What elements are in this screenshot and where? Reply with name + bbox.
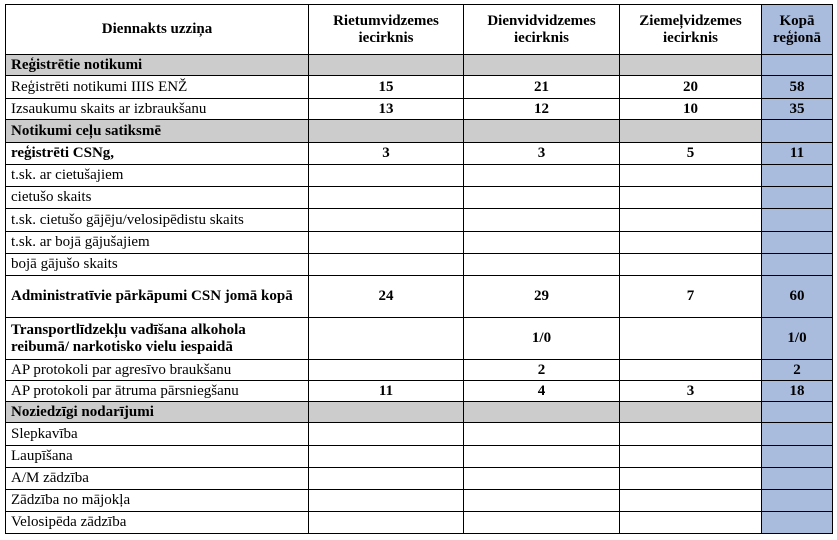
header-rietumvidzeme: Rietumvidzemes iecirknis bbox=[309, 5, 464, 55]
cell-dienvidvidzeme: 12 bbox=[464, 99, 620, 120]
row-label: Administratīvie pārkāpumi CSN jomā kopā bbox=[6, 276, 309, 318]
table-row bbox=[6, 209, 833, 232]
cell-ziemelvidzeme bbox=[620, 468, 762, 490]
table-row bbox=[6, 143, 833, 165]
row-label: Reģistrētie notikumi bbox=[6, 55, 309, 76]
cell-rietumvidzeme bbox=[309, 187, 464, 209]
cell-ziemelvidzeme: 3 bbox=[620, 381, 762, 402]
section-road-traffic-events bbox=[6, 120, 833, 143]
cell-ziemelvidzeme: 20 bbox=[620, 76, 762, 99]
cell-total bbox=[762, 187, 833, 209]
cell-dienvidvidzeme bbox=[464, 468, 620, 490]
cell-rietumvidzeme: 13 bbox=[309, 99, 464, 120]
cell-rietumvidzeme bbox=[309, 165, 464, 187]
daily-report-table bbox=[5, 4, 833, 534]
cell-dienvidvidzeme: 1/0 bbox=[464, 318, 620, 360]
row-label: Notikumi ceļu satiksmē bbox=[6, 120, 309, 143]
table-row bbox=[6, 360, 833, 381]
cell-total bbox=[762, 232, 833, 254]
cell-dienvidvidzeme: 4 bbox=[464, 381, 620, 402]
cell-rietumvidzeme: 3 bbox=[309, 143, 464, 165]
cell-dienvidvidzeme bbox=[464, 232, 620, 254]
cell-rietumvidzeme bbox=[309, 209, 464, 232]
cell-total bbox=[762, 254, 833, 276]
cell-total bbox=[762, 402, 833, 423]
row-label: Zādzība no mājokļa bbox=[6, 490, 309, 512]
header-total-region: Kopā reģionā bbox=[762, 5, 833, 55]
cell-ziemelvidzeme bbox=[620, 165, 762, 187]
cell-ziemelvidzeme bbox=[620, 209, 762, 232]
section-registered-events bbox=[6, 55, 833, 76]
row-label: reģistrēti CSNg, bbox=[6, 143, 309, 165]
cell-dienvidvidzeme bbox=[464, 55, 620, 76]
row-label: cietušo skaits bbox=[6, 187, 309, 209]
header-report-title: Diennakts uzziņa bbox=[6, 5, 309, 55]
cell-ziemelvidzeme bbox=[620, 55, 762, 76]
cell-total bbox=[762, 446, 833, 468]
cell-total bbox=[762, 120, 833, 143]
cell-total bbox=[762, 423, 833, 446]
row-label: Reģistrēti notikumi IIIS ENŽ bbox=[6, 76, 309, 99]
row-label: A/M zādzība bbox=[6, 468, 309, 490]
cell-dienvidvidzeme bbox=[464, 490, 620, 512]
cell-total: 11 bbox=[762, 143, 833, 165]
cell-dienvidvidzeme bbox=[464, 165, 620, 187]
cell-dienvidvidzeme: 21 bbox=[464, 76, 620, 99]
cell-ziemelvidzeme: 10 bbox=[620, 99, 762, 120]
cell-rietumvidzeme bbox=[309, 490, 464, 512]
cell-rietumvidzeme: 15 bbox=[309, 76, 464, 99]
cell-total bbox=[762, 55, 833, 76]
cell-ziemelvidzeme bbox=[620, 446, 762, 468]
cell-rietumvidzeme bbox=[309, 468, 464, 490]
cell-rietumvidzeme bbox=[309, 512, 464, 534]
cell-total: 2 bbox=[762, 360, 833, 381]
cell-total bbox=[762, 512, 833, 534]
header-ziemelvidzeme: Ziemeļvidzemes iecirknis bbox=[620, 5, 762, 55]
table-row bbox=[6, 423, 833, 446]
cell-total: 18 bbox=[762, 381, 833, 402]
cell-dienvidvidzeme bbox=[464, 187, 620, 209]
header-dienvidvidzeme: Dienvidvidzemes iecirknis bbox=[464, 5, 620, 55]
table-row bbox=[6, 76, 833, 99]
cell-ziemelvidzeme bbox=[620, 318, 762, 360]
cell-ziemelvidzeme bbox=[620, 187, 762, 209]
cell-total bbox=[762, 468, 833, 490]
table-row bbox=[6, 318, 833, 360]
cell-dienvidvidzeme bbox=[464, 512, 620, 534]
table-row bbox=[6, 254, 833, 276]
cell-total: 1/0 bbox=[762, 318, 833, 360]
table-row bbox=[6, 187, 833, 209]
cell-rietumvidzeme bbox=[309, 402, 464, 423]
cell-rietumvidzeme bbox=[309, 360, 464, 381]
section-criminal-offences bbox=[6, 402, 833, 423]
cell-dienvidvidzeme: 29 bbox=[464, 276, 620, 318]
row-label: AP protokoli par agresīvo braukšanu bbox=[6, 360, 309, 381]
cell-rietumvidzeme bbox=[309, 446, 464, 468]
cell-ziemelvidzeme bbox=[620, 402, 762, 423]
row-label: t.sk. ar bojā gājušajiem bbox=[6, 232, 309, 254]
row-label: AP protokoli par ātruma pārsniegšanu bbox=[6, 381, 309, 402]
cell-ziemelvidzeme bbox=[620, 490, 762, 512]
cell-rietumvidzeme: 24 bbox=[309, 276, 464, 318]
cell-dienvidvidzeme bbox=[464, 209, 620, 232]
cell-total bbox=[762, 490, 833, 512]
cell-dienvidvidzeme bbox=[464, 402, 620, 423]
table-row bbox=[6, 468, 833, 490]
cell-rietumvidzeme bbox=[309, 232, 464, 254]
cell-total: 60 bbox=[762, 276, 833, 318]
row-label: Slepkavība bbox=[6, 423, 309, 446]
cell-ziemelvidzeme: 5 bbox=[620, 143, 762, 165]
table-row bbox=[6, 232, 833, 254]
cell-total bbox=[762, 209, 833, 232]
table-row bbox=[6, 490, 833, 512]
table-row bbox=[6, 446, 833, 468]
cell-ziemelvidzeme: 7 bbox=[620, 276, 762, 318]
cell-dienvidvidzeme: 2 bbox=[464, 360, 620, 381]
table-row bbox=[6, 99, 833, 120]
cell-rietumvidzeme bbox=[309, 318, 464, 360]
cell-ziemelvidzeme bbox=[620, 120, 762, 143]
cell-rietumvidzeme bbox=[309, 55, 464, 76]
row-label: Velosipēda zādzība bbox=[6, 512, 309, 534]
cell-rietumvidzeme bbox=[309, 423, 464, 446]
table-row bbox=[6, 165, 833, 187]
table-row bbox=[6, 276, 833, 318]
cell-dienvidvidzeme bbox=[464, 254, 620, 276]
row-label: Izsaukumu skaits ar izbraukšanu bbox=[6, 99, 309, 120]
row-label: bojā gājušo skaits bbox=[6, 254, 309, 276]
cell-ziemelvidzeme bbox=[620, 254, 762, 276]
table-header-row bbox=[6, 5, 833, 55]
table-row bbox=[6, 381, 833, 402]
table-row bbox=[6, 512, 833, 534]
row-label: t.sk. ar cietušajiem bbox=[6, 165, 309, 187]
cell-ziemelvidzeme bbox=[620, 232, 762, 254]
cell-total: 35 bbox=[762, 99, 833, 120]
cell-dienvidvidzeme bbox=[464, 446, 620, 468]
cell-rietumvidzeme bbox=[309, 254, 464, 276]
row-label: Transportlīdzekļu vadīšana alkohola reibumā/ narkotisko vielu iespaidā bbox=[6, 318, 309, 360]
cell-ziemelvidzeme bbox=[620, 512, 762, 534]
cell-ziemelvidzeme bbox=[620, 360, 762, 381]
cell-dienvidvidzeme bbox=[464, 423, 620, 446]
row-label: Laupīšana bbox=[6, 446, 309, 468]
row-label: t.sk. cietušo gājēju/velosipēdistu skaits bbox=[6, 209, 309, 232]
cell-rietumvidzeme: 11 bbox=[309, 381, 464, 402]
row-label: Noziedzīgi nodarījumi bbox=[6, 402, 309, 423]
cell-total bbox=[762, 165, 833, 187]
cell-ziemelvidzeme bbox=[620, 423, 762, 446]
cell-total: 58 bbox=[762, 76, 833, 99]
cell-dienvidvidzeme bbox=[464, 120, 620, 143]
cell-dienvidvidzeme: 3 bbox=[464, 143, 620, 165]
cell-rietumvidzeme bbox=[309, 120, 464, 143]
